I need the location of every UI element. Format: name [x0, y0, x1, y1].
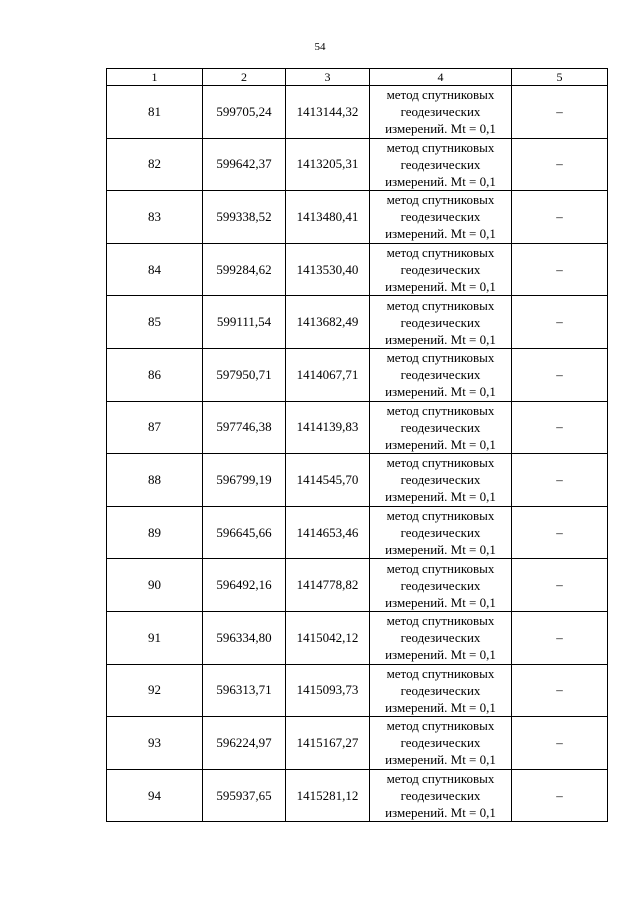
point-number: 81 [107, 86, 203, 139]
method-line: измерений. Mt = 0,1 [385, 121, 496, 137]
table-row [107, 348, 608, 401]
method-line: геодезических [400, 262, 481, 278]
note-dash: – [512, 559, 608, 612]
coordinate-y: 596645,66 [203, 506, 286, 559]
table-row [107, 191, 608, 244]
coordinate-y: 596224,97 [203, 717, 286, 770]
measurement-method [370, 191, 512, 244]
method-line: геодезических [400, 104, 481, 120]
method-line: геодезических [400, 419, 481, 435]
page-number: 54 [314, 41, 326, 53]
coordinate-y: 596492,16 [203, 559, 286, 612]
method-line: метод спутниковых [386, 139, 495, 155]
method-line: измерений. Mt = 0,1 [385, 331, 496, 347]
note-dash: – [512, 243, 608, 296]
coordinate-x: 1415281,12 [286, 769, 370, 822]
measurement-method [370, 717, 512, 770]
coordinate-y: 599111,54 [203, 296, 286, 349]
coordinate-y: 599338,52 [203, 191, 286, 244]
method-line: метод спутниковых [386, 402, 495, 418]
point-number: 92 [107, 664, 203, 717]
method-line: метод спутниковых [386, 771, 495, 787]
note-dash: – [512, 611, 608, 664]
note-dash: – [512, 401, 608, 454]
method-line: геодезических [400, 367, 481, 383]
note-dash: – [512, 506, 608, 559]
measurement-method [370, 401, 512, 454]
table-row [107, 86, 608, 139]
measurement-method [370, 506, 512, 559]
measurement-method [370, 86, 512, 139]
point-number: 86 [107, 348, 203, 401]
method-line: измерений. Mt = 0,1 [385, 752, 496, 768]
table-row [107, 401, 608, 454]
coordinate-x: 1415167,27 [286, 717, 370, 770]
coordinate-x: 1414067,71 [286, 348, 370, 401]
method-line: геодезических [400, 630, 481, 646]
method-line: метод спутниковых [386, 297, 495, 313]
method-line: метод спутниковых [386, 718, 495, 734]
method-line: измерений. Mt = 0,1 [385, 699, 496, 715]
point-number: 90 [107, 559, 203, 612]
note-dash: – [512, 664, 608, 717]
coordinate-x: 1415093,73 [286, 664, 370, 717]
measurement-method [370, 769, 512, 822]
table-row [107, 717, 608, 770]
method-line: измерений. Mt = 0,1 [385, 805, 496, 821]
table-row [107, 506, 608, 559]
header-col-2: 2 [203, 69, 286, 86]
method-line: геодезических [400, 525, 481, 541]
coordinate-x: 1413530,40 [286, 243, 370, 296]
point-number: 94 [107, 769, 203, 822]
header-col-1: 1 [107, 69, 203, 86]
measurement-method [370, 138, 512, 191]
note-dash: – [512, 769, 608, 822]
point-number: 93 [107, 717, 203, 770]
measurement-method [370, 454, 512, 507]
note-dash: – [512, 86, 608, 139]
method-line: метод спутниковых [386, 613, 495, 629]
coordinate-x: 1414139,83 [286, 401, 370, 454]
note-dash: – [512, 191, 608, 244]
note-dash: – [512, 348, 608, 401]
point-number: 83 [107, 191, 203, 244]
point-number: 87 [107, 401, 203, 454]
coordinate-y: 596799,19 [203, 454, 286, 507]
note-dash: – [512, 296, 608, 349]
coordinate-x: 1414545,70 [286, 454, 370, 507]
header-col-3: 3 [286, 69, 370, 86]
coordinate-y: 599284,62 [203, 243, 286, 296]
coordinate-y: 599642,37 [203, 138, 286, 191]
table-body [107, 86, 608, 822]
table-row [107, 769, 608, 822]
method-line: метод спутниковых [386, 455, 495, 471]
method-line: метод спутниковых [386, 87, 495, 103]
method-line: метод спутниковых [386, 192, 495, 208]
table-row [107, 296, 608, 349]
measurement-method [370, 243, 512, 296]
note-dash: – [512, 454, 608, 507]
point-number: 89 [107, 506, 203, 559]
method-line: измерений. Mt = 0,1 [385, 647, 496, 663]
method-line: геодезических [400, 788, 481, 804]
method-line: геодезических [400, 735, 481, 751]
coordinate-y: 597950,71 [203, 348, 286, 401]
coordinate-y: 599705,24 [203, 86, 286, 139]
point-number: 85 [107, 296, 203, 349]
coordinate-y: 595937,65 [203, 769, 286, 822]
table-row [107, 138, 608, 191]
method-line: измерений. Mt = 0,1 [385, 173, 496, 189]
coordinate-x: 1413682,49 [286, 296, 370, 349]
point-number: 91 [107, 611, 203, 664]
method-line: измерений. Mt = 0,1 [385, 489, 496, 505]
coordinate-x: 1414778,82 [286, 559, 370, 612]
coordinates-table [106, 68, 608, 822]
method-line: измерений. Mt = 0,1 [385, 436, 496, 452]
method-line: геодезических [400, 156, 481, 172]
coordinate-y: 596334,80 [203, 611, 286, 664]
method-line: геодезических [400, 314, 481, 330]
measurement-method [370, 348, 512, 401]
method-line: измерений. Mt = 0,1 [385, 279, 496, 295]
point-number: 84 [107, 243, 203, 296]
method-line: измерений. Mt = 0,1 [385, 542, 496, 558]
table-row [107, 243, 608, 296]
method-line: измерений. Mt = 0,1 [385, 384, 496, 400]
table-header [107, 69, 608, 86]
method-line: измерений. Mt = 0,1 [385, 594, 496, 610]
table-row [107, 559, 608, 612]
point-number: 82 [107, 138, 203, 191]
measurement-method [370, 611, 512, 664]
coordinate-x: 1414653,46 [286, 506, 370, 559]
method-line: метод спутниковых [386, 665, 495, 681]
method-line: геодезических [400, 682, 481, 698]
table-row [107, 611, 608, 664]
method-line: измерений. Mt = 0,1 [385, 226, 496, 242]
coordinate-x: 1413205,31 [286, 138, 370, 191]
header-col-4: 4 [370, 69, 512, 86]
measurement-method [370, 664, 512, 717]
method-line: геодезических [400, 577, 481, 593]
point-number: 88 [107, 454, 203, 507]
method-line: метод спутниковых [386, 245, 495, 261]
measurement-method [370, 296, 512, 349]
header-row [107, 69, 608, 86]
method-line: метод спутниковых [386, 350, 495, 366]
method-line: геодезических [400, 472, 481, 488]
header-col-5: 5 [512, 69, 608, 86]
coordinate-x: 1413144,32 [286, 86, 370, 139]
coordinate-y: 596313,71 [203, 664, 286, 717]
method-line: геодезических [400, 209, 481, 225]
note-dash: – [512, 138, 608, 191]
table-row [107, 664, 608, 717]
coordinate-x: 1413480,41 [286, 191, 370, 244]
method-line: метод спутниковых [386, 508, 495, 524]
table-row [107, 454, 608, 507]
note-dash: – [512, 717, 608, 770]
method-line: метод спутниковых [386, 560, 495, 576]
coordinate-x: 1415042,12 [286, 611, 370, 664]
coordinate-y: 597746,38 [203, 401, 286, 454]
measurement-method [370, 559, 512, 612]
